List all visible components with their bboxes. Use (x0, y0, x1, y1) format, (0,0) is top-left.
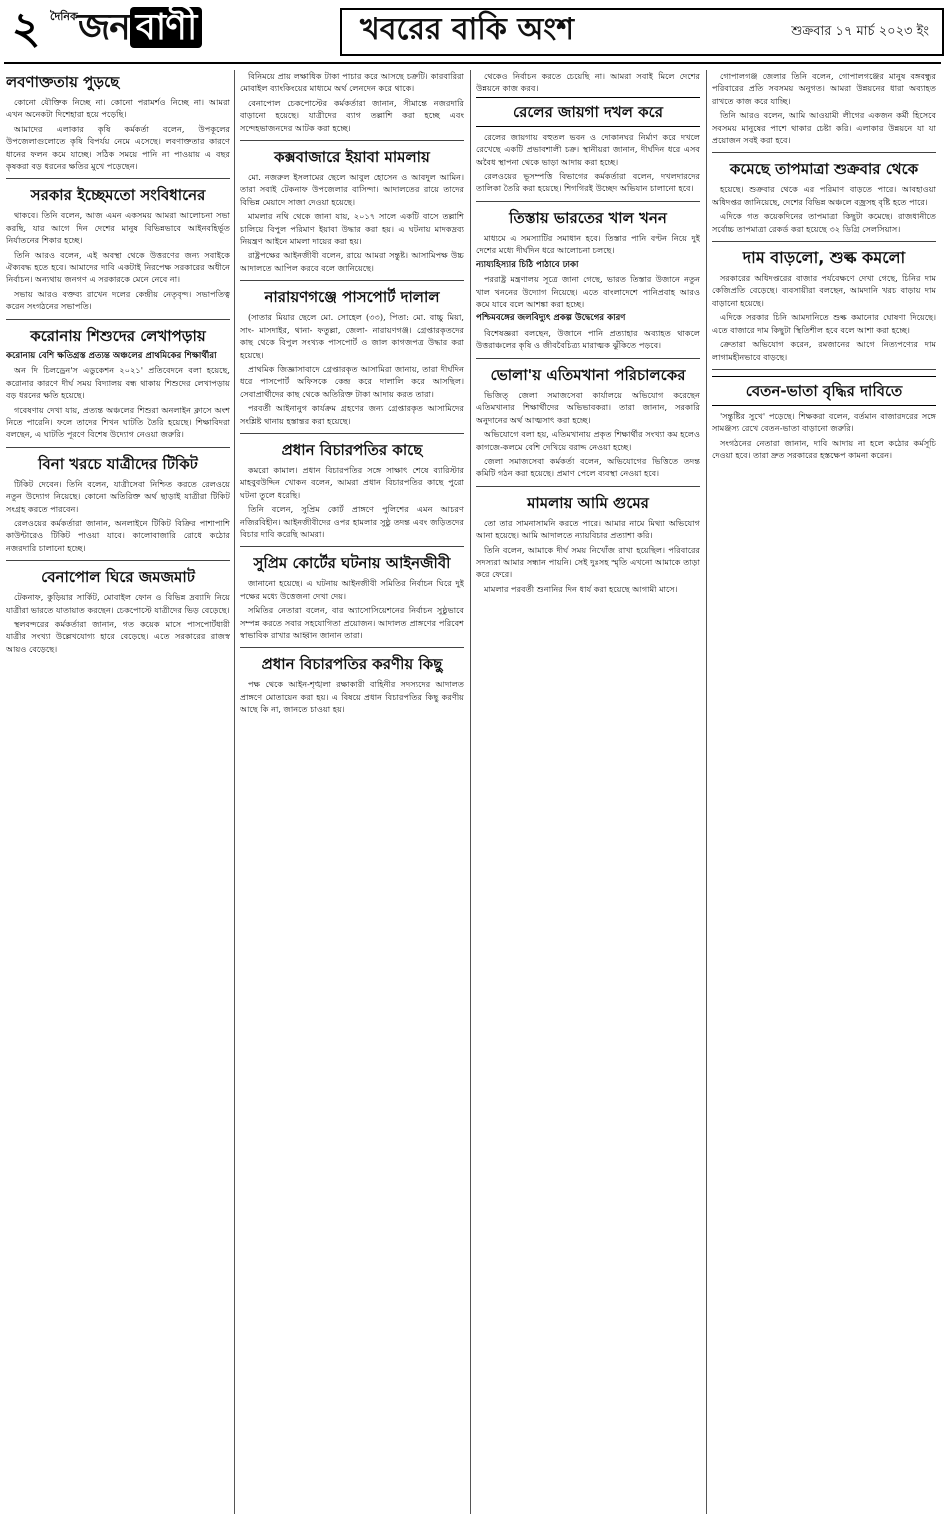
column-4 (712, 70, 936, 1516)
paragraph: বেনাপোল চেকপোস্টের কর্মকর্তারা জানান, সীমান্তে নজরদারি বাড়ানো হয়েছে। যাত্রীদের ব্যাগ তল্লাশি করা হচ্ছে এবং সন্দেহভাজনদের আটক করা হচ্ছে। (240, 97, 464, 133)
paragraph: অন দি চিলড্রেন'স এডুকেশন ২০২১' প্রতিবেদনে বলা হয়েছে, করোনার কারণে দীর্ঘ সময় বিদ্যালয় বন্ধ থাকায় শিশুদের লেখাপড়ায় বড় ধরনের ক্ষতি হয়েছে। (6, 365, 230, 401)
paragraph: পররাষ্ট্র মন্ত্রণালয় সূত্রে জানা গেছে, ভারত তিস্তার উজানে নতুন খাল খননের উদ্যোগ নিয়েছে। এতে বাংলাদেশে পানিপ্রবাহ আরও কমে যাবে বলে আশঙ্কা করা হচ্ছে। (476, 274, 700, 310)
story-mamla (476, 493, 700, 595)
story-rel (476, 70, 700, 195)
logo-name-part-b: বাণী (130, 7, 203, 48)
story-body (476, 517, 700, 595)
divider (6, 319, 230, 320)
paragraph: এদিকে গত কয়েকদিনের তাপমাত্রা কিছুটা কমেছে। রাজধানীতে সর্বোচ্চ তাপমাত্রা রেকর্ড করা হয়েছে ৩২ ডিগ্রি সেলসিয়াস। (712, 211, 936, 234)
story-bina (6, 454, 230, 554)
story-headline[interactable]: বিনা খরচে যাত্রীদের টিকিট (38, 454, 198, 473)
logo-daily-label: দৈনিক (50, 10, 78, 23)
story-body (6, 209, 230, 312)
paragraph: টিকিট দেবেন। তিনি বলেন, যাত্রীসেবা নিশ্চিত করতে রেলওয়ে নতুন উদ্যোগ নিয়েছে। কোনো অতিরিক্ত অর্থ ছাড়াই যাত্রীরা টিকিট সংগ্রহ করতে পারবেন। (6, 478, 230, 514)
story-body (6, 478, 230, 554)
story-headline[interactable]: মামলায় আমি গুমের (527, 493, 649, 512)
section-title: খবরের বাকি অংশ (360, 12, 574, 47)
divider (240, 280, 464, 281)
divider (712, 152, 936, 153)
divider (240, 433, 464, 434)
paragraph: গোপালগঞ্জ জেলার তিনি বলেন, গোপালগঞ্জের মানুষ বঙ্গবন্ধুর পরিবারের প্রতি সবসময় অনুগত। আমরা উন্নয়নের ধারা অব্যাহত রাখতে কাজ করে যাচ্ছি। (712, 71, 936, 106)
paragraph: মো. নজরুল ইসলামের ছেলে আবুল হোসেন ও আবদুল আমিন। তারা সবাই টেকনাফ উপজেলার বাসিন্দা। আদালতের রায়ে তাদের বিভিন্ন মেয়াদে সাজা দেওয়া হয়েছে। (240, 172, 464, 207)
paragraph: সংগঠনের নেতারা জানান, দাবি আদায় না হলে কঠোর কর্মসূচি দেওয়া হবে। তারা দ্রুত সরকারের হস্তক্ষেপ কামনা করেন। (712, 437, 936, 461)
logo-name (78, 6, 202, 50)
paragraph: রাষ্ট্রপক্ষের আইনজীবী বলেন, রায়ে আমরা সন্তুষ্ট। আসামিপক্ষ উচ্চ আদালতে আপিল করবে বলে জানিয়েছে। (240, 250, 464, 273)
paragraph: তিনি বলেন, সুপ্রিম কোর্ট প্রাঙ্গণে পুলিশের এমন আচরণ নজিরবিহীন। আইনজীবীদের ওপর হামলার সুষ্ঠু তদন্ত এবং জড়িতদের বিচার দাবি করেছি আমরা। (240, 504, 464, 539)
story-headline[interactable]: কমেছে তাপমাত্রা শুক্রবার থেকে (729, 160, 919, 179)
story-krishi (712, 70, 936, 146)
story-koroniyo (240, 654, 464, 715)
story-headline[interactable]: করোনায় শিশুদের লেখাপড়ায় (30, 326, 206, 345)
paragraph: ক্রেতারা অভিযোগ করেন, রমজানের আগে নিত্যপণ্যের দাম লাগামহীনভাবে বাড়ছে। (712, 339, 936, 362)
story-subhead: পশ্চিমবঙ্গের জলবিদ্যুৎ প্রকল্প উদ্বেগের কারণ (476, 313, 626, 324)
column-rule (470, 70, 471, 1514)
paragraph: আমাদের এলাকার কৃষি কর্মকর্তা বলেন, উপকূলের উপজেলাগুলোতে কৃষি বিপর্যয় নেমে এসেছে। লবণাক্ততার কারণে ধানের ফলন কমে যাচ্ছে। সঠিক সময়ে পানি না পাওয়ায় এ বছর কৃষকরা বড় ধরনের ক্ষতির মুখে পড়েছেন। (6, 123, 230, 172)
newspaper-logo (50, 4, 240, 54)
divider (476, 358, 700, 359)
story-body (476, 131, 700, 195)
story-headline[interactable]: বেতন-ভাতা বৃদ্ধির দাবিতে (712, 376, 936, 406)
story-body (712, 70, 936, 146)
story-body (476, 389, 700, 480)
story-bhola (476, 365, 700, 480)
story-benapol (6, 567, 230, 655)
story-headline[interactable]: প্রধান বিচারপতির কাছে (281, 440, 423, 459)
divider (6, 178, 230, 179)
paragraph: পক্ষ থেকে আইন-শৃঙ্খলা রক্ষাকারী বাহিনীর সদস্যদের আদালত প্রাঙ্গণে মোতায়েন করা হয়। এ বিষয়ে প্রধান বিচারপতির কিছু করণীয় আছে কি না, জানতে চাওয়া হয়। (240, 679, 464, 715)
paragraph: তিনি বলেন, আমাকে দীর্ঘ সময় নিখোঁজ রাখা হয়েছিল। পরিবারের সদস্যরা আমার সন্ধান পায়নি। সেই দুঃসহ স্মৃতি এখনো আমাকে তাড়া করে ফেরে। (476, 544, 700, 580)
paragraph: অভিযোগে বলা হয়, এতিমখানায় প্রকৃত শিক্ষার্থীর সংখ্যা কম হলেও কাগজে-কলমে বেশি দেখিয়ে বরাদ্দ নেওয়া হচ্ছে। (476, 429, 700, 452)
column-rule (234, 70, 235, 1514)
story-tista (476, 208, 700, 352)
paragraph: জেলা সমাজসেবা কর্মকর্তা বলেন, অভিযোগের ভিত্তিতে তদন্ত কমিটি গঠন করা হয়েছে। প্রমাণ পেলে ব্যবস্থা নেওয়া হবে। (476, 455, 700, 479)
story-headline[interactable]: নারায়ণগঞ্জে পাসপোর্ট দালাল (264, 288, 440, 307)
paragraph: রেলের জায়গায় বহুতল ভবন ও দোকানঘর নির্মাণ করে দখলে রেখেছে একটি প্রভাবশালী চক্র। স্থানীয়রা জানান, দীর্ঘদিন ধরে এসব অবৈধ স্থাপনা থেকে ভাড়া আদায় করা হচ্ছে। (476, 131, 700, 167)
story-dam (712, 248, 936, 363)
story-body (476, 232, 700, 352)
paragraph: হয়েছে। শুক্রবার থেকে এর পরিমাণ বাড়তে পারে। আবহাওয়া অধিদপ্তর জানিয়েছে, দেশের বিভিন্ন অঞ্চলে বজ্রসহ বৃষ্টি হতে পারে। (712, 184, 936, 207)
story-suprim (240, 553, 464, 641)
divider (6, 447, 230, 448)
divider (240, 546, 464, 547)
story-body (240, 311, 464, 427)
paragraph: প্রাথমিক জিজ্ঞাসাবাদে গ্রেপ্তারকৃত আসামিরা জানায়, তারা দীর্ঘদিন ধরে পাসপোর্ট অফিসকে কেন্দ্র করে দালালি করে আসছিল। সেবাপ্রার্থীদের কাছ থেকে অতিরিক্ত টাকা আদায় করত তারা। (240, 363, 464, 399)
story-lobon (6, 72, 230, 172)
column-3 (476, 70, 700, 1516)
paragraph: মামলার পরবর্তী শুনানির দিন ধার্য করা হয়েছে আগামী মাসে। (484, 583, 678, 594)
header-rule (4, 62, 941, 64)
story-kom (712, 159, 936, 235)
divider (712, 241, 936, 242)
paragraph: থেকেও নির্বাচন করতে চেয়েছি না। আমরা সবাই মিলে দেশের উন্নয়নে কাজ করব। (476, 71, 700, 94)
story-intro2 (240, 70, 464, 134)
story-prodhan (240, 440, 464, 540)
story-body-lead (476, 70, 700, 95)
paragraph: তিনি আরও বলেন, এই অবস্থা থেকে উত্তরণের জন্য সবাইকে ঐক্যবদ্ধ হতে হবে। আমাদের দাবি একটাই নিরপেক্ষ সরকারের অধীনে নির্বাচন। অন্যথায় জনগণ এ সরকারকে মেনে নেবে না। (6, 249, 230, 285)
divider (240, 647, 464, 648)
story-sorkar (6, 185, 230, 312)
paragraph: স্থলবন্দরের কর্মকর্তারা জানান, গত কয়েক মাসে পাসপোর্টধারী যাত্রীর সংখ্যা উল্লেখযোগ্য হারে বেড়েছে। এতে সরকারের রাজস্ব আয়ও বেড়েছে। (6, 618, 230, 654)
story-body (712, 410, 936, 462)
story-body (712, 272, 936, 363)
story-cox (240, 147, 464, 274)
paragraph: বিনিময়ে প্রায় লক্ষাধিক টাকা পাচার করে আসছে চক্রটি। কারবারিরা মোবাইল ব্যাংকিংয়ের মাধ্যমে অর্থ লেনদেন করে থাকে। (240, 71, 464, 94)
story-headline[interactable]: সরকার ইচ্ছেমতো সংবিধানের (30, 186, 206, 205)
paragraph: সভায় আরও বক্তব্য রাখেন দলের কেন্দ্রীয় নেতৃবৃন্দ। সভাপতিত্ব করেন সংগঠনের সভাপতি। (6, 288, 230, 312)
story-body (6, 96, 230, 172)
paragraph: এদিকে সরকার চিনি আমদানিতে শুল্ক কমানোর ঘোষণা দিয়েছে। এতে বাজারে দাম কিছুটা স্থিতিশীল হবে বলে আশা করা হচ্ছে। (712, 312, 936, 335)
story-headline[interactable]: দাম বাড়লো, শুল্ক কমলো (742, 248, 906, 268)
divider (6, 560, 230, 561)
story-body (240, 464, 464, 540)
paragraph: সমিতির নেতারা বলেন, বার অ্যাসোসিয়েশনের নির্বাচন সুষ্ঠুভাবে সম্পন্ন করতে সবার সহযোগিতা প্রয়োজন। আদালত প্রাঙ্গণের পরিবেশ স্বাভাবিক রাখার আহ্বান জানান তারা। (240, 605, 464, 640)
column-2 (240, 70, 464, 1516)
paragraph: কোনো যৌক্তিক নিচ্ছে না। কোনো পরামর্শও নিচ্ছে না। আমরা এখন অনেকটা দিশেহারা হয়ে পড়েছি। (6, 97, 230, 120)
paragraph: থাকবে। তিনি বলেন, আজ এমন একসময় আমরা আলোচনা সভা করছি, যার আগে দিন দেশের মানুষ বিভিন্নভাবে আইনবহির্ভূত নির্যাতনের শিকার হচ্ছে। (6, 210, 230, 246)
story-body (6, 591, 230, 655)
story-body (240, 70, 464, 134)
paragraph: বিশেষজ্ঞরা বলছেন, উজানে পানি প্রত্যাহার অব্যাহত থাকলে উত্তরাঞ্চলের কৃষি ও জীববৈচিত্র্য মারাত্মক ঝুঁকিতে পড়বে। (476, 328, 700, 351)
paragraph: সরকারের অধিদপ্তরের বাজার পর্যবেক্ষণে দেখা গেছে, চিনির দাম কেজিপ্রতি বেড়েছে। ব্যবসায়ীরা বলছেন, আমদানি খরচ বাড়ায় দাম বাড়ানো হয়েছে। (712, 273, 936, 308)
story-body (240, 678, 464, 715)
paragraph: মামলার নথি থেকে জানা যায়, ২০১৭ সালে একটি বাসে তল্লাশি চালিয়ে বিপুল পরিমাণ ইয়াবা উদ্ধার করা হয়। এ ঘটনায় মাদকদ্রব্য নিয়ন্ত্রণ আইনে মামলা দায়ের করা হয়। (240, 211, 464, 247)
story-headline[interactable]: লবণাক্ততায় পুড়ছে (6, 73, 120, 91)
paragraph: ভিজিত্ জেলা সমাজসেবা কার্যালয়ে অভিযোগ করেছেন এতিমখানার শিক্ষার্থীদের অভিভাবকরা। তারা জানান, সরকারি অনুদানের অর্থ আত্মসাৎ করা হচ্ছে। (476, 389, 700, 425)
story-beton (712, 376, 936, 462)
paragraph: তিনি আরও বলেন, আমি আওয়ামী লীগের একজন কর্মী হিসেবে সবসময় মানুষের পাশে থাকার চেষ্টা করি। এলাকার উন্নয়নে যা যা প্রয়োজন সবই করা হবে। (712, 110, 936, 146)
paragraph: তো তার সামনাসামনি করতে পারে। আমার নামে মিথ্যা অভিযোগ আনা হয়েছে। আমি আদালতে ন্যায়বিচার প্রত্যাশা করি। (476, 517, 700, 541)
paragraph: টেকনাফ, কুড়িয়ার সার্কিট, মোবাইল ফোন ও বিভিন্ন দ্রব্যাদি নিয়ে যাত্রীরা ভারতে যাতায়াত করছেন। চেকপোস্টে যাত্রীদের ভিড় বেড়েছে। (6, 592, 230, 615)
divider (712, 369, 936, 370)
paragraph: রেলওয়ের ভূসম্পত্তি বিভাগের কর্মকর্তারা বলেন, দখলদারদের তালিকা তৈরি করা হয়েছে। শিগগিরই উচ্ছেদ অভিযান চালানো হবে। (476, 171, 700, 194)
story-headline[interactable]: বেনাপোল ঘিরে জমজমাট (41, 568, 195, 587)
page-number-box (6, 4, 46, 54)
story-headline[interactable]: প্রধান বিচারপতির করণীয় কিছু (261, 655, 443, 674)
masthead (0, 0, 945, 60)
column-1 (6, 70, 230, 1516)
story-headline[interactable]: কক্সবাজারে ইয়াবা মামলায় (274, 148, 430, 167)
logo-name-part-a: জন (78, 7, 130, 48)
story-narayan (240, 287, 464, 427)
story-headline[interactable]: তিস্তায় ভারতের খাল খনন (509, 208, 667, 227)
divider (476, 486, 700, 487)
paragraph: মাধ্যমে এ সমস্যাটির সমাধান হবে। তিস্তার পানি বণ্টন নিয়ে দুই দেশের মধ্যে দীর্ঘদিন ধরে আলোচনা চলছে। (476, 232, 700, 256)
story-headline[interactable]: ভোলা'য় এতিমখানা পরিচালকের (490, 365, 686, 384)
story-body (240, 577, 464, 641)
divider (240, 140, 464, 141)
paragraph: গবেষণায় দেখা যায়, প্রত্যন্ত অঞ্চলের শিশুরা অনলাইন ক্লাসে অংশ নিতে পারেনি। ফলে তাদের শিখন ঘাটতি তৈরি হয়েছে। শিক্ষাবিদরা বলছেন, এ ঘাটতি পূরণে বিশেষ উদ্যোগ নেওয়া জরুরি। (6, 404, 230, 440)
divider (476, 201, 700, 202)
paragraph: পরবর্তী আইনানুগ কার্যক্রম গ্রহণের জন্য গ্রেপ্তারকৃত আসামিদের সংশ্লিষ্ট থানায় হস্তান্তর করা হয়েছে। (240, 403, 464, 426)
story-headline[interactable]: রেলের জায়গা দখল করে (476, 97, 700, 127)
story-body (712, 183, 936, 235)
story-corona (6, 326, 230, 441)
paragraph: রেলওয়ের কর্মকর্তারা জানান, অনলাইনে টিকিট বিক্রির পাশাপাশি কাউন্টারেও টিকিট পাওয়া যাবে। কালোবাজারি রোধে কঠোর নজরদারি চালানো হচ্ছে। (6, 517, 230, 553)
story-body (6, 350, 230, 441)
issue-date: শুক্রবার ১৭ মার্চ ২০২৩ ইং (791, 24, 929, 39)
paragraph: জানানো হয়েছে। এ ঘটনায় আইনজীবী সমিতির নির্বাচন ঘিরে দুই পক্ষের মধ্যে উত্তেজনা দেখা দেয়। (240, 578, 464, 601)
paragraph: (সাতার মিয়ার ছেলে মো. সোহেল (৩৩), পিতা: মো. বাচ্চু মিয়া, সাং- মাসদাইর, থানা- ফতুল্লা, জেলা- নারায়ণগঞ্জ। গ্রেপ্তারকৃতদের কাছ থেকে বিপুল সংখ্যক পাসপোর্ট ও জাল কাগজপত্র উদ্ধার করা হয়েছে। (240, 312, 464, 360)
story-subhead: করোনায় বেশি ক্ষতিগ্রস্ত প্রত্যন্ত অঞ্চলের প্রাথমিকের শিক্ষার্থীরা (6, 350, 217, 361)
story-subhead: ন্যায্যহিস্যার চিঠি পাঠাবে ঢাকা (476, 259, 579, 270)
story-headline[interactable]: সুপ্রিম কোর্টের ঘটনায় আইনজীবী (253, 554, 451, 573)
story-body (240, 171, 464, 274)
page-number: ২ (11, 3, 41, 54)
column-rule (706, 70, 707, 1514)
paragraph: 'সন্তুষ্টির সুখে' পড়েছে। শিক্ষকরা বলেন, বর্তমান বাজারদরের সঙ্গে সামঞ্জস্য রেখে বেতন-ভাতা বাড়ানো জরুরি। (712, 410, 936, 434)
paragraph: কমরো কামাল। প্রধান বিচারপতির সঙ্গে সাক্ষাৎ শেষে ব্যারিস্টার মাহবুবউদ্দিন খোকন বলেন, আমরা প্রধান বিচারপতির কাছে পুরো ঘটনা তুলে ধরেছি। (240, 464, 464, 500)
